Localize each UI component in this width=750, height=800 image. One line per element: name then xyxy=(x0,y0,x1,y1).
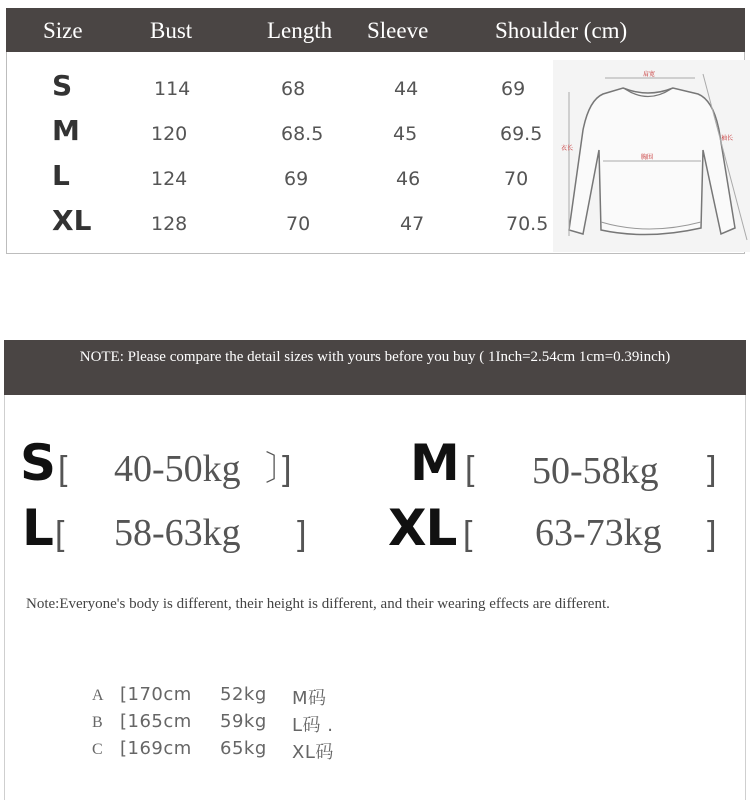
bracket-open: [ xyxy=(463,515,473,553)
shoulder-label: 肩宽 xyxy=(643,71,656,78)
example-size: XL码 xyxy=(292,742,334,763)
weight-guide-panel xyxy=(4,340,746,800)
row-bust: 128 xyxy=(151,213,188,235)
example-letter: B xyxy=(92,714,103,731)
row-shoulder: 70 xyxy=(504,168,529,190)
row-shoulder: 69 xyxy=(501,78,526,100)
weight-range-l: 58-63kg xyxy=(114,512,241,554)
header-sleeve: Sleeve xyxy=(367,18,429,43)
row-shoulder: 69.5 xyxy=(500,123,543,145)
row-size: XL xyxy=(52,204,92,237)
example-size: M码 xyxy=(292,688,327,709)
row-size: S xyxy=(52,69,73,102)
weight-range-s: 40-50kg xyxy=(114,448,241,490)
bracket-open: [ xyxy=(55,515,65,553)
example-height: [170cm xyxy=(120,684,192,705)
example-weight: 52kg xyxy=(220,684,267,705)
row-sleeve: 44 xyxy=(394,78,419,100)
row-length: 70 xyxy=(286,213,311,235)
row-bust: 120 xyxy=(151,123,188,145)
sleeve-label: 袖长 xyxy=(721,135,734,142)
row-length: 69 xyxy=(284,168,309,190)
shirt-diagram xyxy=(553,60,750,252)
shirt-outline-icon xyxy=(553,60,750,252)
row-bust: 124 xyxy=(151,168,188,190)
chest-label: 胸围 xyxy=(641,154,654,161)
row-size: M xyxy=(52,114,80,147)
example-letter: C xyxy=(92,741,103,758)
header-length: Length xyxy=(267,18,333,43)
body-note: Note:Everyone's body is different, their height is different, and their wearing effects are different. xyxy=(26,596,610,612)
row-bust: 114 xyxy=(154,78,191,100)
example-size: L码 . xyxy=(292,715,334,736)
example-height: [169cm xyxy=(120,738,192,759)
weight-size-l: L xyxy=(22,499,53,557)
size-table-header xyxy=(6,8,745,52)
row-sleeve: 45 xyxy=(393,123,418,145)
example-weight: 65kg xyxy=(220,738,267,759)
row-shoulder: 70.5 xyxy=(506,213,549,235)
example-weight: 59kg xyxy=(220,711,267,732)
bracket-close: ] xyxy=(297,515,307,553)
header-bust: Bust xyxy=(150,18,193,43)
example-height: [165cm xyxy=(120,711,192,732)
row-length: 68.5 xyxy=(281,123,324,145)
weight-range-xl: 63-73kg xyxy=(535,512,662,554)
header-size: Size xyxy=(43,18,83,43)
weight-size-m: M xyxy=(410,434,459,492)
bracket-close: ] xyxy=(707,515,717,553)
bracket-close: ] xyxy=(707,450,717,488)
weight-size-xl: XL xyxy=(388,499,457,557)
length-label: 衣长 xyxy=(561,145,574,152)
weight-range-m: 50-58kg xyxy=(532,450,659,492)
bracket-close: 〕] xyxy=(265,450,292,488)
bracket-open: [ xyxy=(465,450,475,488)
row-sleeve: 47 xyxy=(400,213,425,235)
row-sleeve: 46 xyxy=(396,168,421,190)
weight-size-s: S xyxy=(20,434,56,492)
bracket-open: [ xyxy=(58,450,68,488)
row-size: L xyxy=(52,159,70,192)
example-letter: A xyxy=(92,687,104,704)
header-shoulder: Shoulder (cm) xyxy=(495,18,628,43)
note-text: NOTE: Please compare the detail sizes with yours before you buy ( 1Inch=2.54cm 1cm=0.39inch) xyxy=(79,349,671,365)
row-length: 68 xyxy=(281,78,306,100)
